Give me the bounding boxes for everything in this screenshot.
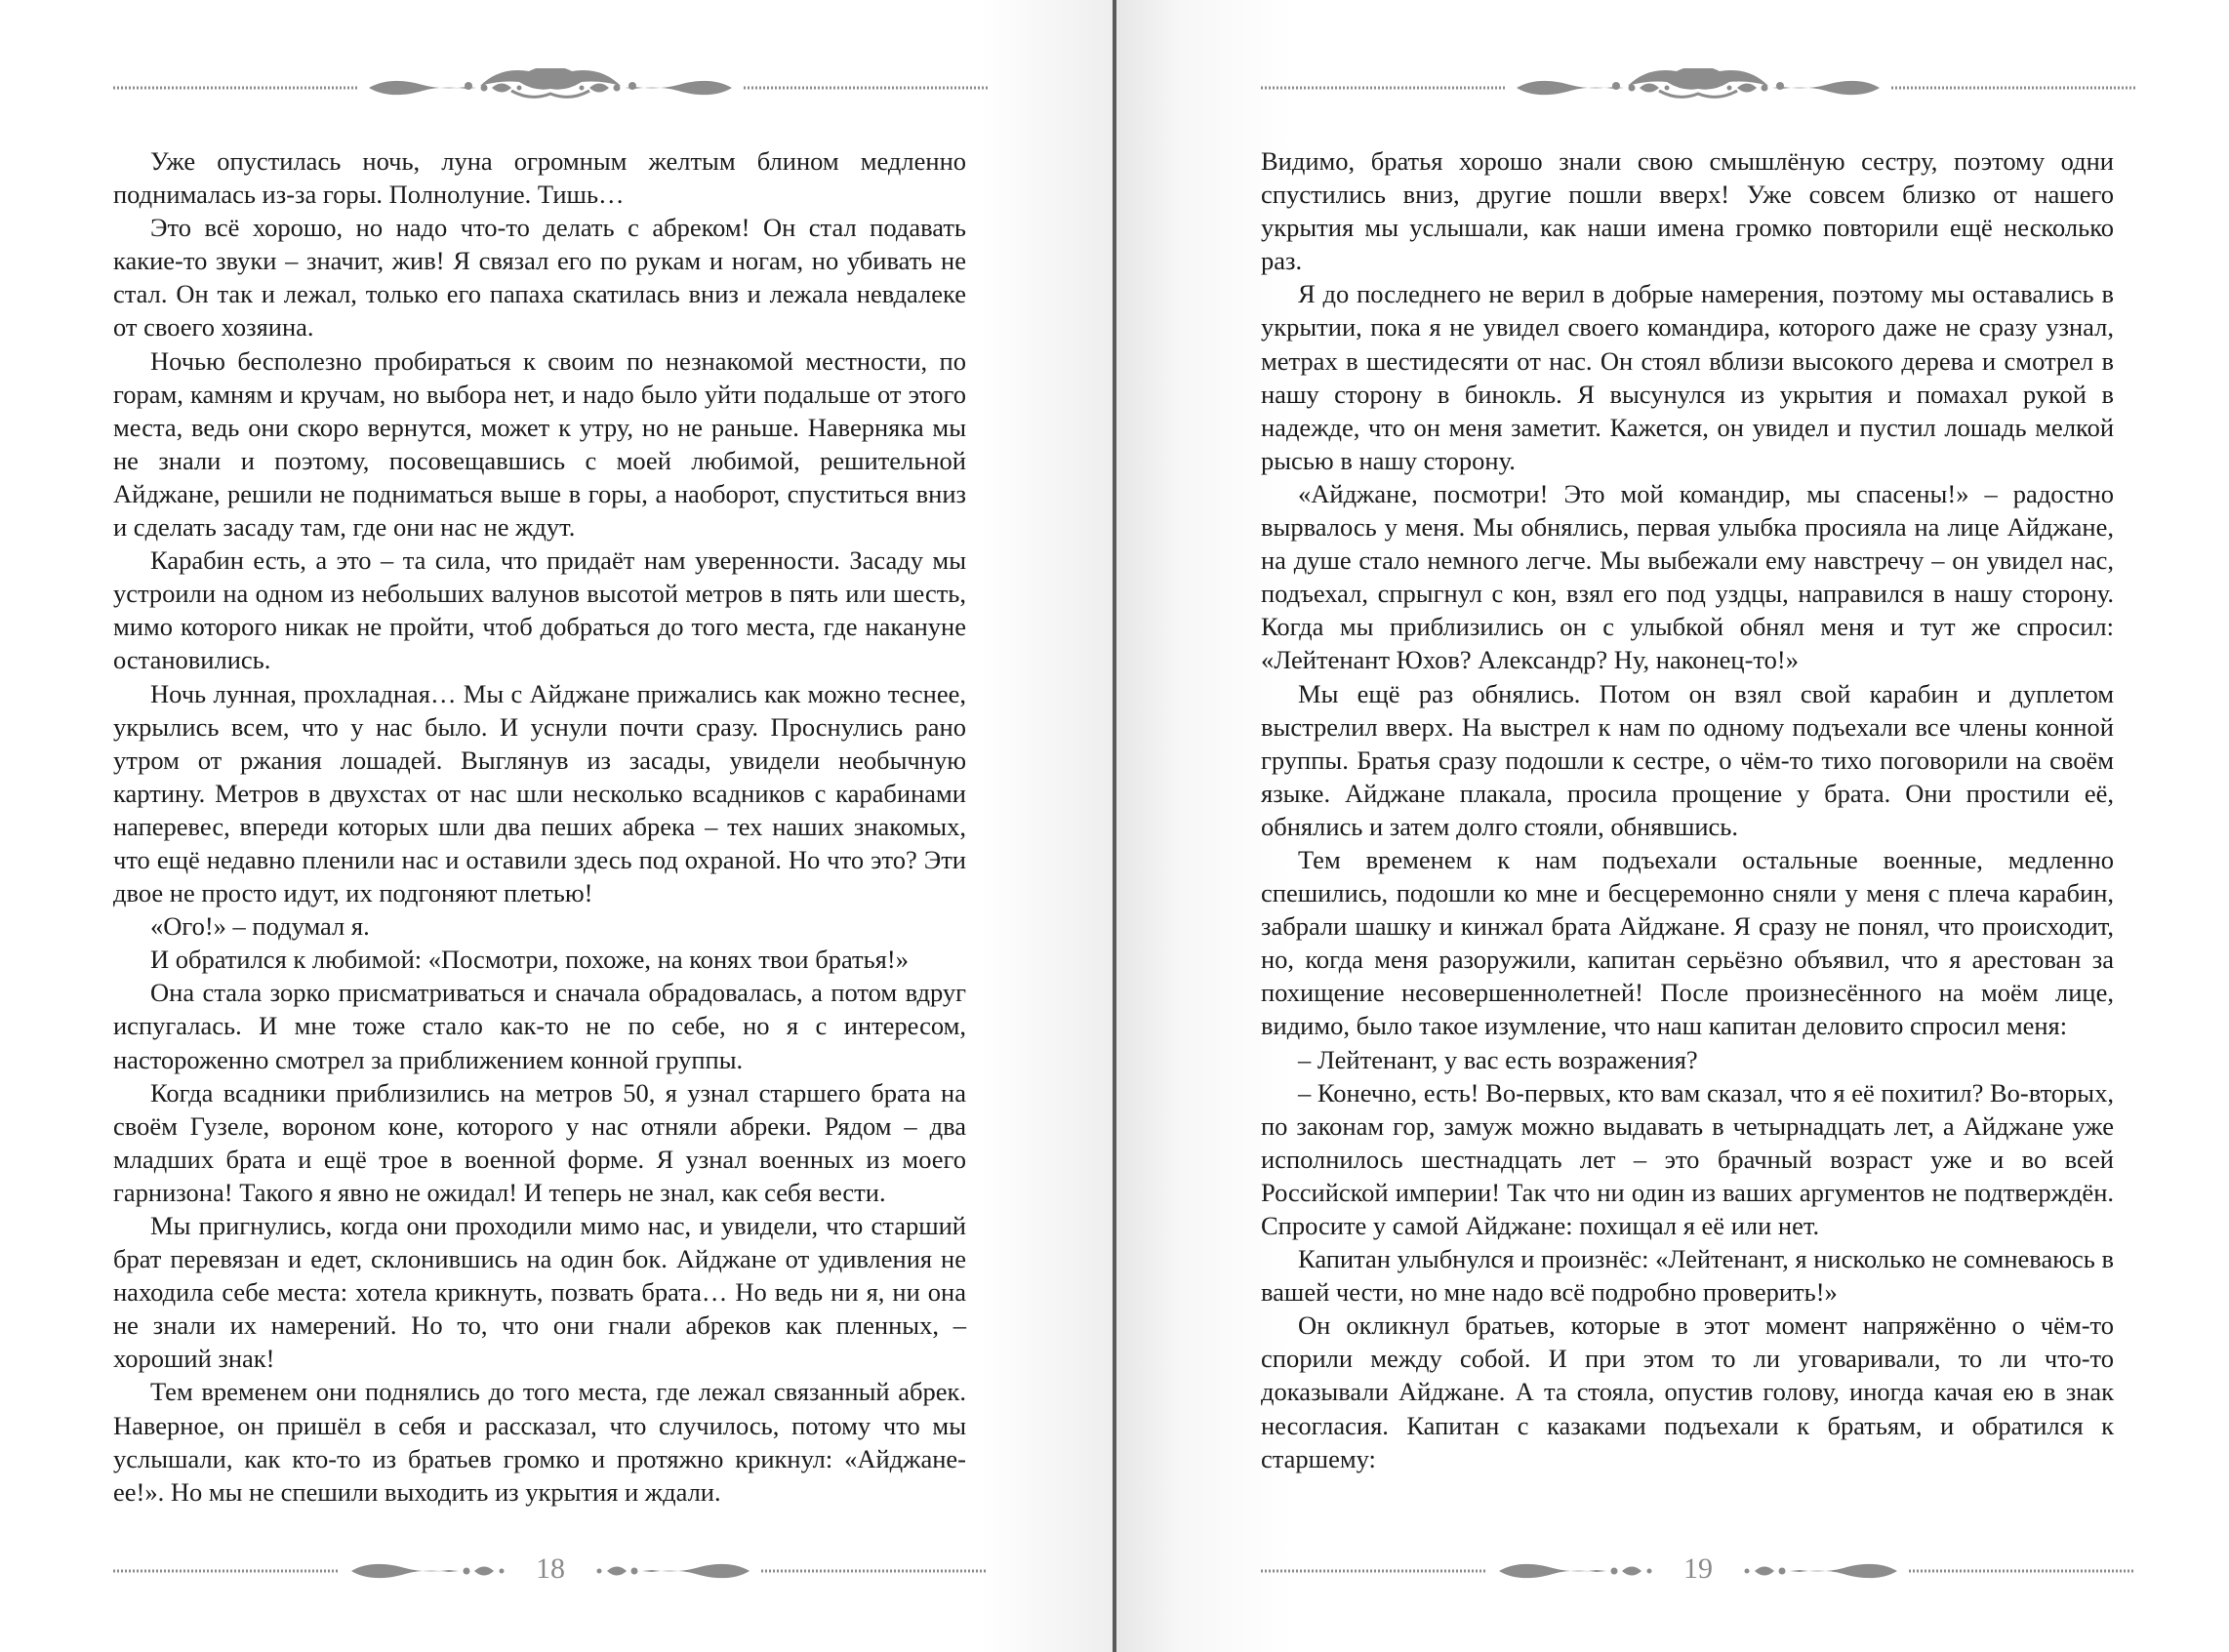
paragraph: Видимо, братья хорошо знали свою смышлёную сестру, поэтому одни спустились вниз, другие пошли вверх! Уже совсем близко от нашего укрытия мы услышали, как наши имена громко повторили ещё несколько раз. — [1261, 146, 2114, 276]
paragraph: «Ого!» – подумал я. — [150, 911, 370, 942]
header-ornament-icon — [113, 68, 988, 107]
page-number: 19 — [1683, 1552, 1713, 1585]
paragraph: Тем временем к нам подъехали остальные военные, медленно спешились, подошли ко мне и бесцеремонно сняли у меня с плеча карабин, забрали шашку и кинжал брата Айджане. Я сразу не понял, что происходит, но, когда меня разоружили, капитан серьёзно объявил, что я арестован за похищение несовершеннолетней! После произнесённого на моём лице, видимо, было такое изумление, что наш капитан деловито спросил меня: — [1261, 844, 2114, 1041]
paragraph: Ночью бесполезно пробираться к своим по незнакомой местности, по горам, камням и кручам, но выбора нет, и надо было уйти подальше от этого места, ведь они скоро вернутся, может к утру, но не раньше. Наверняка мы не знали и поэтому, посовещавшись с моей любимой, решительной Айджане, решили не подниматься выше в горы, а наоборот, спуститься вниз и сделать засаду там, где они нас не ждут. — [113, 345, 966, 543]
paragraph: Уже опустилась ночь, луна огромным желтым блином медленно поднималась из-за горы. Полнолуние. Тишь… — [113, 146, 966, 210]
paragraph: Мы ещё раз обнялись. Потом он взял свой карабин и дуплетом выстрелил вверх. На выстрел к нам по одному подъехали все члены конной группы. Братья сразу подошли к сестре, о чём-то тихо поговорили на своём языке. Айджане плакала, просила прощение у брата. Они простили её, обнялись и затем долго стояли, обнявшись. — [1261, 678, 2114, 841]
paragraph: Это всё хорошо, но надо что-то делать с абреком! Он стал подавать какие-то звуки – значит, жив! Я связал его по рукам и ногам, но убивать не стал. Он так и лежал, только его папаха скатилась вниз и лежала невдалеке от своего хозяина. — [113, 213, 966, 342]
book-spine — [1113, 0, 1116, 1652]
left-page-text — [113, 144, 966, 1509]
paragraph: Ночь лунная, прохладная… Мы с Айджане прижались как можно теснее, укрылись всем, что у нас было. И уснули почти сразу. Проснулись рано утром от ржания лошадей. Выглянув из засады, увидели необычную картину. Метров в двухстах от нас шли несколько всадников с карабинами наперевес, впереди которых шли два пеших абрека – тех наших знакомых, что ещё недавно пленили нас и оставили здесь под охраной. Но что это? Эти двое не просто идут, их подгоняют плетью! — [113, 678, 966, 908]
paragraph: – Лейтенант, у вас есть возражения? — [1298, 1044, 1698, 1074]
paragraph: Мы пригнулись, когда они проходили мимо нас, и увидели, что старший брат перевязан и едет, склонившись на один бок. Айджане от удивления не находила себе места: хотела крикнуть, позвать брата… Но ведь ни я, ни она не знали их намерений. Но то, что они гнали абреков как пленных, – хороший знак! — [113, 1211, 966, 1374]
paragraph: Она стала зорко присматриваться и сначала обрадовалась, а потом вдруг испугалась. И мне тоже стало как-то не по себе, но я с интересом, настороженно смотрел за приближением конной группы. — [113, 978, 966, 1074]
paragraph: «Айджане, посмотри! Это мой командир, мы спасены!» – радостно вырвалось у меня. Мы обнялись, первая улыбка просияла на лице Айджане, на душе стало немного легче. Мы выбежали ему навстречу – он увидел нас, подъехал, спрыгнул с кон, взял его под уздцы, направился в нашу сторону. Когда мы приблизились он с улыбкой обнял меня и тут же спросил: «Лейтенант Юхов? Александр? Ну, наконец-то!» — [1261, 478, 2114, 675]
paragraph: Капитан улыбнулся и произнёс: «Лейтенант, я нисколько не сомневаюсь в вашей чести, но мне надо всё подробно проверить!» — [1261, 1244, 2114, 1308]
paragraph: Я до последнего не верил в добрые намерения, поэтому мы оставались в укрытии, пока я не увидел своего командира, которого даже не сразу узнал, метрах в шестидесяти от нас. Он стоял вблизи высокого дерева и смотрел в нашу сторону в бинокль. Я высунулся из укрытия и помахал рукой в надежде, что он меня заметит. Кажется, он увидел и пустил лошадь мелкой рысью в нашу сторону. — [1261, 279, 2114, 475]
paragraph: Когда всадники приблизились на метров 50, я узнал старшего брата на своём Гузеле, вороном коне, которого у нас отняли абреки. Рядом – два младших брата и ещё трое в военной форме. Я узнал военных из моего гарнизона! Такого я явно не ожидал! И теперь не знал, как себя вести. — [113, 1077, 966, 1207]
paragraph: Он окликнул братьев, которые в этот момент напряжённо о чём-то спорили между собой. И при этом то ли уговаривали, то ли что-то доказывали Айджане. А та стояла, опустив голову, иногда качая ею в знак несогласия. Капитан с казаками подъехали к братьям, и обратился к старшему: — [1261, 1310, 2114, 1473]
right-page-text — [1261, 144, 2114, 1475]
paragraph: И обратился к любимой: «Посмотри, похоже, на конях твои братья!» — [150, 945, 909, 975]
paragraph: Тем временем они поднялись до того места, где лежал связанный абрек. Наверное, он пришёл в себя и рассказал, что случилось, потому что мы услышали, как кто-то из братьев громко и протяжно крикнул: «Айджане-ее!». Но мы не спешили выходить из укрытия и ждали. — [113, 1377, 966, 1507]
right-page — [1114, 0, 2229, 1652]
page-number: 18 — [536, 1552, 565, 1585]
paragraph: – Конечно, есть! Во-первых, кто вам сказал, что я её похитил? Во-вторых, по законам гор, замуж можно выдавать в четырнадцать лет, а Айджане уже исполнилось шестнадцать лет – это брачный возраст уже и во всей Российской империи! Так что ни один из ваших аргументов не подтверждён. Спросите у самой Айджане: похищал я её или нет. — [1261, 1077, 2114, 1240]
left-page — [0, 0, 1114, 1652]
paragraph: Карабин есть, а это – та сила, что придаёт нам уверенности. Засаду мы устроили на одном из небольших валунов высотой метров в пять или шесть, мимо которого никак не пройти, чтоб добраться до того места, где накануне остановились. — [113, 545, 966, 675]
header-ornament-icon — [1261, 68, 2135, 107]
